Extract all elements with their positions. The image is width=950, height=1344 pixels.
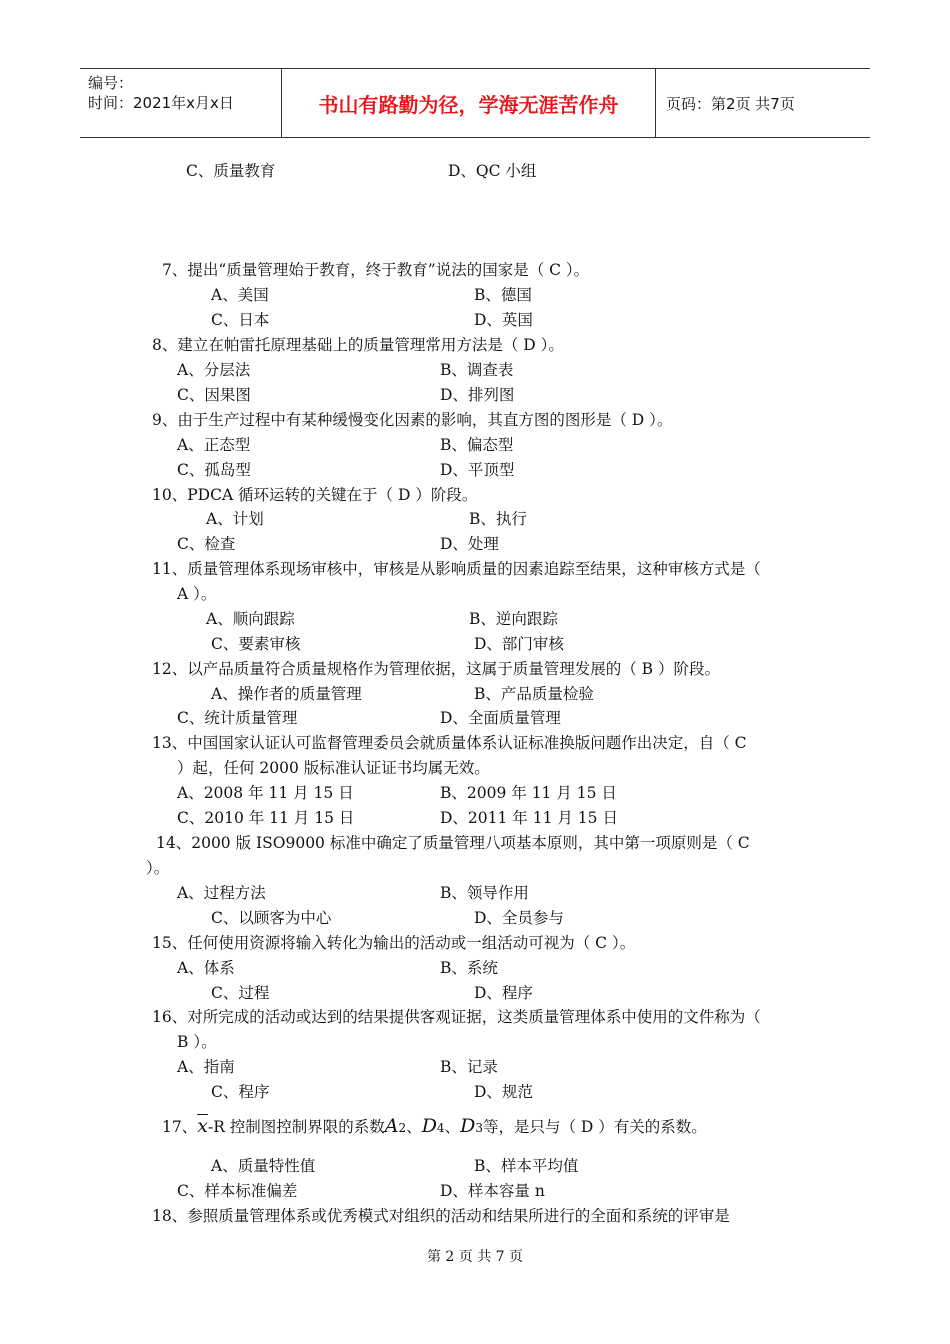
q7-option-b: B、德国 [474,286,532,304]
q15-option-a: A、体系 [177,959,235,977]
q12-option-a: A、操作者的质量管理 [211,685,362,703]
date-label: 时间：2021年x月x日 [88,94,234,112]
x-bar-symbol: $\overline{x}$ [197,1115,208,1137]
q9-question: 9、由于生产过程中有某种缓慢变化因素的影响，其直方图的图形是（ D ）。 [152,411,673,429]
q14-option-a: A、过程方法 [177,884,266,902]
q17-question [162,1112,707,1142]
q10-option-d: D、处理 [440,535,499,553]
q17-text-2: 等，是只与（ D ）有关的系数。 [482,1118,707,1136]
q17-option-b: B、样本平均值 [474,1157,579,1175]
q11-question-line2: A ）。 [177,585,217,603]
q14-question-line2: ）。 [146,859,170,877]
q11-option-b: B、逆向跟踪 [469,610,558,628]
q11-option-d: D、部门审核 [474,635,564,653]
q13-option-c: C、2010 年 11 月 15 日 [177,809,355,827]
q17-option-a: A、质量特性值 [211,1157,316,1175]
header-meta [80,69,282,137]
q9-option-d: D、平顶型 [440,461,515,479]
q10-option-b: B、执行 [469,510,527,528]
q13-option-a: A、2008 年 11 月 15 日 [177,784,354,802]
q7-option-d: D、英国 [474,311,533,329]
q14-option-b: B、领导作用 [440,884,529,902]
q10-option-c: C、检查 [177,535,236,553]
q11-question-line1: 11、质量管理体系现场审核中，审核是从影响质量的因素追踪至结果，这种审核方式是（ [152,560,761,578]
q17-number: 17、 [162,1118,198,1136]
q12-option-d: D、全面质量管理 [440,709,561,727]
d3-letter: D [460,1115,476,1137]
q13-question-line1: 13、中国国家认证认可监督管理委员会就质量体系认证标准换版问题作出决定，自（ C [152,734,747,752]
code-label: 编号： [88,74,134,92]
q15-option-b: B、系统 [440,959,498,977]
q14-question-line1: 14、2000 版 ISO9000 标准中确定了质量管理八项基本原则，其中第一项原则是（ C [156,834,750,852]
q10-question: 10、PDCA 循环运转的关键在于（ D ）阶段。 [152,486,478,504]
q16-option-a: A、指南 [177,1058,235,1076]
q15-question: 15、任何使用资源将输入转化为输出的活动或一组活动可视为（ C ）。 [152,934,636,952]
a2-letter: A [384,1115,399,1137]
q16-option-d: D、规范 [474,1083,533,1101]
d4-symbol [422,1115,445,1137]
page-header [80,68,870,138]
q11-option-a: A、顺向跟踪 [206,610,295,628]
d3-symbol [460,1115,483,1137]
q13-question-line2: ）起，任何 2000 版标准认证证书均属无效。 [177,759,490,777]
q8-question: 8、建立在帕雷托原理基础上的质量管理常用方法是（ D ）。 [152,336,564,354]
q17-separator-2: 、 [444,1118,461,1136]
q17-text-1: -R 控制图控制界限的系数 [207,1118,385,1136]
q18-question: 18、参照质量管理体系或优秀模式对组织的活动和结果所进行的全面和系统的评审是 [152,1207,730,1225]
q9-option-b: B、偏态型 [440,436,514,454]
q14-option-c: C、以顾客为中心 [211,909,332,927]
q9-option-a: A、正态型 [177,436,251,454]
q17-separator-1: 、 [406,1118,422,1136]
q9-option-c: C、孤岛型 [177,461,251,479]
q11-option-c: C、要素审核 [211,635,301,653]
q17-option-c: C、样本标准偏差 [177,1182,298,1200]
q16-option-c: C、程序 [211,1083,270,1101]
q17-option-d: D、样本容量 n [440,1182,545,1200]
page-label: 页码：第2页 共7页 [666,94,795,113]
q8-option-a: A、分层法 [177,361,251,379]
q16-question-line1: 16、对所完成的活动或达到的结果提供客观证据，这类质量管理体系中使用的文件称为（ [152,1008,761,1026]
q10-option-a: A、计划 [206,510,264,528]
q14-option-d: D、全员参与 [474,909,564,927]
q8-option-b: B、调查表 [440,361,514,379]
q7-option-a: A、美国 [211,286,269,304]
a2-symbol [385,1115,406,1137]
d4-subscript: 4 [436,1121,445,1135]
q12-question: 12、以产品质量符合质量规格作为管理依据，这属于质量管理发展的（ B ）阶段。 [152,660,720,678]
q12-option-c: C、统计质量管理 [177,709,298,727]
q8-option-d: D、排列图 [440,386,515,404]
d4-letter: D [421,1115,437,1137]
page-footer: 第 2 页 共 7 页 [426,1249,524,1265]
q12-option-b: B、产品质量检验 [474,685,594,703]
q8-option-c: C、因果图 [177,386,251,404]
q13-option-b: B、2009 年 11 月 15 日 [440,784,617,802]
a2-subscript: 2 [398,1121,407,1135]
q7-question: 7、提出“质量管理始于教育，终于教育”说法的国家是（ C ）。 [162,261,590,279]
q15-option-c: C、过程 [211,984,270,1002]
q16-option-b: B、记录 [440,1058,498,1076]
q15-option-d: D、程序 [474,984,533,1002]
q6-option-c: C、质量教育 [186,162,276,180]
q13-option-d: D、2011 年 11 月 15 日 [440,809,618,827]
d3-subscript: 3 [475,1121,483,1135]
q7-option-c: C、日本 [211,311,270,329]
q6-option-d: D、QC 小组 [448,162,537,180]
q16-question-line2: B ）。 [177,1033,217,1051]
motto: 书山有路勤为径，学海无涯苦作舟 [282,69,656,137]
